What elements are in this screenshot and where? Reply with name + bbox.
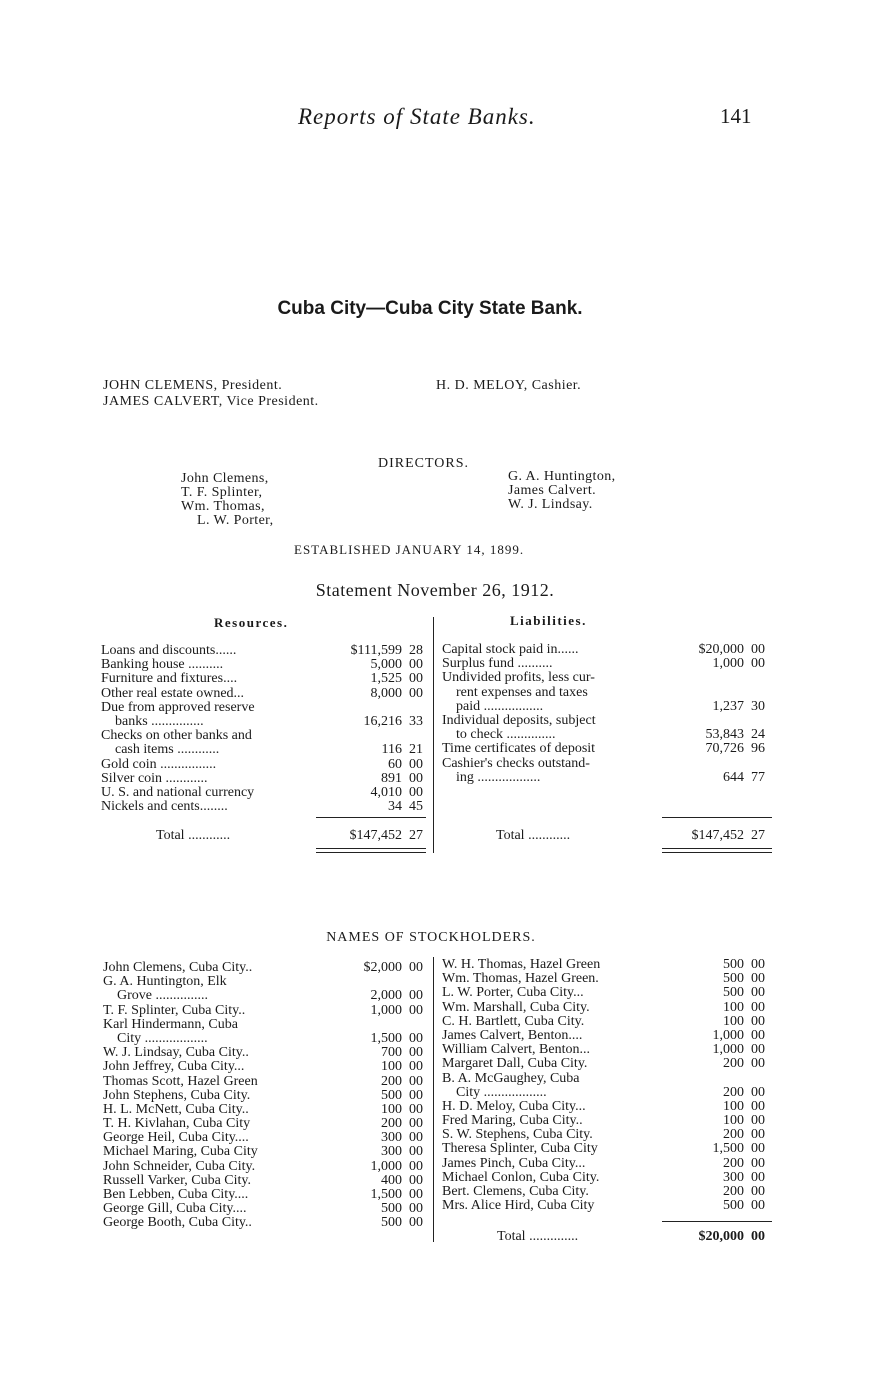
row-dollars: 4,010: [370, 784, 402, 800]
row-name: paid .................: [442, 698, 544, 714]
row-cents: 00: [751, 656, 765, 672]
table-row: [442, 714, 777, 728]
table-row: [101, 786, 431, 800]
row-dollars: 200: [723, 1056, 744, 1072]
director-name: L. W. Porter,: [197, 513, 274, 528]
row-cents: 24: [751, 727, 765, 743]
table-row: [442, 671, 777, 685]
resources-total-label: Total ............: [156, 828, 231, 843]
row-dollars: 100: [381, 1101, 402, 1117]
row-cents: 28: [409, 643, 423, 658]
row-name: Time certificates of deposit: [442, 741, 596, 757]
stockholders-total-cents: 00: [751, 1229, 765, 1244]
row-cents: 00: [409, 960, 423, 975]
liabilities-sum-rule: [662, 817, 772, 818]
table-row: [442, 686, 777, 700]
row-cents: 45: [409, 799, 423, 815]
row-name: John Schneider, Cuba City.: [103, 1158, 256, 1174]
row-name: John Stephens, Cuba City.: [103, 1087, 251, 1103]
row-dollars: 70,726: [705, 741, 744, 757]
row-name: Surplus fund ..........: [442, 656, 553, 672]
director-name: John Clemens,: [181, 471, 269, 486]
row-cents: 00: [409, 1002, 423, 1018]
row-name: Furniture and fixtures....: [101, 671, 238, 687]
row-dollars: $2,000: [363, 960, 402, 975]
table-row: [442, 1029, 777, 1043]
row-name: ing ..................: [442, 769, 541, 785]
row-name: T. F. Splinter, Cuba City..: [103, 1002, 246, 1018]
resources-heading: Resources.: [214, 615, 289, 630]
row-dollars: 1,000: [712, 1042, 744, 1058]
stockholders-left-table: [103, 961, 433, 1231]
row-name: James Pinch, Cuba City...: [442, 1155, 586, 1171]
table-row: [103, 1103, 433, 1117]
row-name: Nickels and cents........: [101, 799, 228, 815]
table-row: [442, 728, 777, 742]
table-row: [442, 1057, 777, 1071]
row-cents: 00: [409, 1073, 423, 1089]
established-date: ESTABLISHED JANUARY 14, 1899.: [294, 542, 525, 557]
resources-total-dollars: $147,452: [349, 828, 402, 843]
row-cents: 00: [409, 1045, 423, 1061]
row-dollars: 100: [723, 1013, 744, 1029]
table-row: [103, 1160, 433, 1174]
row-cents: 00: [751, 1113, 765, 1129]
row-dollars: 8,000: [370, 685, 402, 701]
row-dollars: 300: [381, 1144, 402, 1160]
row-name: John Clemens, Cuba City..: [103, 960, 253, 975]
row-dollars: 500: [723, 957, 744, 972]
row-name: Fred Maring, Cuba City..: [442, 1113, 583, 1129]
table-row: [103, 1131, 433, 1145]
row-dollars: 1,000: [712, 656, 744, 672]
row-dollars: 60: [388, 756, 402, 772]
row-name: George Gill, Cuba City....: [103, 1201, 247, 1217]
table-row: [101, 743, 431, 757]
row-dollars: 100: [723, 1113, 744, 1129]
row-dollars: 34: [388, 799, 402, 815]
officer-vice-president: JAMES CALVERT, Vice President.: [103, 394, 319, 409]
row-name: Capital stock paid in......: [442, 642, 579, 657]
table-row: [101, 672, 431, 686]
director-name: James Calvert.: [508, 483, 597, 498]
row-dollars: 200: [723, 1084, 744, 1100]
resources-sum-rule: [316, 817, 426, 818]
liabilities-total-double-rule: [662, 848, 772, 853]
table-row: [103, 1075, 433, 1089]
table-row: [101, 729, 431, 743]
resources-table: [101, 644, 431, 814]
bank-title: Cuba City—Cuba City State Bank.: [277, 298, 583, 319]
row-dollars: $111,599: [350, 643, 402, 658]
row-name: cash items ............: [101, 742, 220, 758]
row-dollars: 1,500: [370, 1187, 402, 1202]
row-cents: 00: [751, 1198, 765, 1214]
row-cents: 00: [751, 1027, 765, 1043]
row-name: C. H. Bartlett, Cuba City.: [442, 1013, 585, 1029]
row-dollars: 53,843: [705, 727, 744, 743]
liabilities-total-label: Total ............: [496, 828, 571, 843]
statement-column-divider: [433, 617, 434, 853]
row-name: Cashier's checks outstand-: [442, 755, 590, 771]
statement-title: Statement November 26, 1912.: [315, 580, 555, 600]
row-cents: 00: [409, 1172, 423, 1188]
row-dollars: 500: [723, 1198, 744, 1214]
row-dollars: 1,237: [712, 698, 744, 714]
row-name: G. A. Huntington, Elk: [103, 974, 227, 990]
row-dollars: 1,500: [370, 1030, 402, 1046]
row-name: B. A. McGaughey, Cuba: [442, 1070, 580, 1086]
table-row: [442, 1100, 777, 1114]
table-row: [442, 1157, 777, 1171]
page-number: 141: [720, 104, 752, 128]
row-name: Thomas Scott, Hazel Green: [103, 1073, 258, 1089]
table-row: [442, 742, 777, 756]
row-cents: 00: [751, 1056, 765, 1072]
row-dollars: 1,000: [370, 1158, 402, 1174]
stockholders-column-divider: [433, 957, 434, 1242]
director-name: G. A. Huntington,: [508, 469, 616, 484]
row-name: George Booth, Cuba City..: [103, 1215, 252, 1231]
table-row: [103, 975, 433, 989]
table-row: [101, 658, 431, 672]
row-name: James Calvert, Benton....: [442, 1027, 583, 1043]
row-dollars: 116: [381, 742, 402, 758]
resources-total-double-rule: [316, 848, 426, 853]
row-name: Karl Hindermann, Cuba: [103, 1016, 238, 1032]
row-dollars: 100: [723, 1098, 744, 1114]
row-name: to check ..............: [442, 727, 556, 743]
table-row: [103, 1174, 433, 1188]
row-name: William Calvert, Benton...: [442, 1042, 590, 1058]
row-cents: 30: [751, 698, 765, 714]
row-name: W. J. Lindsay, Cuba City..: [103, 1045, 249, 1061]
director-name: W. J. Lindsay.: [508, 497, 593, 512]
row-dollars: 200: [381, 1116, 402, 1132]
row-dollars: 2,000: [370, 988, 402, 1004]
row-name: Margaret Dall, Cuba City.: [442, 1056, 588, 1072]
running-header-title: Reports of State Banks.: [298, 104, 536, 129]
row-dollars: 500: [381, 1215, 402, 1231]
table-row: [103, 1046, 433, 1060]
row-cents: 00: [751, 1184, 765, 1199]
row-name: banks ...............: [101, 713, 204, 729]
row-cents: 00: [409, 1130, 423, 1146]
row-dollars: 500: [381, 1201, 402, 1217]
liabilities-total-dollars: $147,452: [691, 828, 744, 843]
row-cents: 00: [409, 1087, 423, 1103]
row-cents: 00: [409, 1215, 423, 1231]
table-row: [442, 771, 777, 785]
table-row: [442, 1086, 777, 1100]
row-name: City ..................: [103, 1030, 208, 1046]
table-row: [103, 1004, 433, 1018]
officer-cashier: H. D. MELOY, Cashier.: [436, 378, 582, 393]
director-name: Wm. Thomas,: [181, 499, 265, 514]
row-cents: 00: [409, 1158, 423, 1174]
row-cents: 00: [751, 1013, 765, 1029]
table-row: [101, 687, 431, 701]
table-row: [101, 800, 431, 814]
row-cents: 00: [409, 1101, 423, 1117]
table-row: [442, 1185, 777, 1199]
table-row: [442, 986, 777, 1000]
row-cents: 77: [751, 769, 765, 785]
row-cents: 00: [409, 685, 423, 701]
row-dollars: 200: [381, 1073, 402, 1089]
table-row: [103, 1202, 433, 1216]
row-cents: 00: [409, 671, 423, 687]
row-name: Bert. Clemens, Cuba City.: [442, 1184, 589, 1199]
table-row: [101, 758, 431, 772]
table-row: [442, 700, 777, 714]
row-name: George Heil, Cuba City....: [103, 1130, 249, 1146]
table-row: [103, 1060, 433, 1074]
row-cents: 96: [751, 741, 765, 757]
row-cents: 00: [751, 985, 765, 1001]
row-cents: 00: [751, 1127, 765, 1143]
row-name: Individual deposits, subject: [442, 712, 596, 728]
row-name: Mrs. Alice Hird, Cuba City: [442, 1198, 595, 1214]
row-dollars: 100: [723, 999, 744, 1015]
row-cents: 00: [409, 1116, 423, 1132]
table-row: [103, 1188, 433, 1202]
row-name: Russell Varker, Cuba City.: [103, 1172, 251, 1188]
liabilities-total-cents: 27: [751, 828, 765, 843]
row-dollars: 1,000: [712, 1027, 744, 1043]
table-row: [442, 1043, 777, 1057]
row-dollars: 100: [381, 1059, 402, 1075]
row-name: W. H. Thomas, Hazel Green: [442, 957, 601, 972]
row-cents: 21: [409, 742, 423, 758]
table-row: [101, 772, 431, 786]
row-name: Due from approved reserve: [101, 699, 255, 715]
table-row: [442, 757, 777, 771]
row-name: Wm. Thomas, Hazel Green.: [442, 971, 599, 987]
row-cents: 00: [409, 756, 423, 772]
row-dollars: 200: [723, 1155, 744, 1171]
row-dollars: 300: [381, 1130, 402, 1146]
row-cents: 00: [751, 957, 765, 972]
row-name: John Jeffrey, Cuba City...: [103, 1059, 245, 1075]
row-cents: 00: [409, 657, 423, 673]
table-row: [101, 701, 431, 715]
row-cents: 00: [751, 1141, 765, 1157]
director-name: T. F. Splinter,: [181, 485, 263, 500]
row-dollars: 300: [723, 1169, 744, 1185]
row-cents: 00: [409, 1201, 423, 1217]
row-dollars: 400: [381, 1172, 402, 1188]
stockholders-total-label: Total ..............: [497, 1229, 579, 1244]
table-row: [442, 1199, 777, 1213]
directors-right-list: [508, 470, 616, 512]
officer-president: JOHN CLEMENS, President.: [103, 378, 283, 393]
row-cents: 00: [751, 1098, 765, 1114]
directors-heading: DIRECTORS.: [378, 456, 470, 471]
table-row: [442, 1114, 777, 1128]
table-row: [103, 961, 433, 975]
row-name: Loans and discounts......: [101, 643, 237, 658]
liabilities-table: [442, 643, 777, 785]
row-dollars: 500: [723, 971, 744, 987]
row-cents: 00: [409, 1187, 423, 1202]
row-cents: 00: [409, 1059, 423, 1075]
row-name: L. W. Porter, Cuba City...: [442, 985, 584, 1001]
row-cents: 00: [409, 988, 423, 1004]
table-row: [103, 1089, 433, 1103]
row-dollars: $20,000: [698, 642, 744, 657]
table-row: [442, 1015, 777, 1029]
resources-total-cents: 27: [409, 828, 423, 843]
table-row: [103, 1032, 433, 1046]
row-cents: 00: [409, 770, 423, 786]
row-cents: 00: [751, 1084, 765, 1100]
row-name: Banking house ..........: [101, 657, 224, 673]
table-row: [103, 1117, 433, 1131]
liabilities-heading: Liabilities.: [510, 613, 587, 628]
row-name: Michael Maring, Cuba City: [103, 1144, 258, 1160]
row-name: Gold coin ................: [101, 756, 217, 772]
row-dollars: 1,525: [370, 671, 402, 687]
row-cents: 00: [409, 1030, 423, 1046]
table-row: [442, 958, 777, 972]
row-dollars: 700: [381, 1045, 402, 1061]
table-row: [103, 1018, 433, 1032]
stockholders-total-dollars: $20,000: [698, 1229, 744, 1244]
table-row: [101, 644, 431, 658]
row-cents: 33: [409, 713, 423, 729]
row-cents: 00: [751, 971, 765, 987]
row-name: Grove ...............: [103, 988, 208, 1004]
stockholders-heading: NAMES OF STOCKHOLDERS.: [326, 930, 536, 945]
row-dollars: 1,500: [712, 1141, 744, 1157]
row-cents: 00: [751, 1155, 765, 1171]
row-cents: 00: [751, 999, 765, 1015]
row-name: City ..................: [442, 1084, 547, 1100]
row-name: Michael Conlon, Cuba City.: [442, 1169, 600, 1185]
table-row: [442, 1072, 777, 1086]
row-name: Other real estate owned...: [101, 685, 245, 701]
table-row: [442, 1142, 777, 1156]
row-dollars: 500: [381, 1087, 402, 1103]
row-name: Ben Lebben, Cuba City....: [103, 1187, 249, 1202]
row-cents: 00: [409, 784, 423, 800]
row-dollars: 500: [723, 985, 744, 1001]
stockholders-right-table: [442, 958, 777, 1213]
row-cents: 00: [409, 1144, 423, 1160]
row-dollars: 200: [723, 1184, 744, 1199]
row-name: Undivided profits, less cur-: [442, 670, 595, 686]
table-row: [103, 1216, 433, 1230]
row-cents: 00: [751, 1169, 765, 1185]
row-name: T. H. Kivlahan, Cuba City: [103, 1116, 251, 1132]
table-row: [442, 657, 777, 671]
row-name: Silver coin ............: [101, 770, 208, 786]
table-row: [442, 1171, 777, 1185]
table-row: [442, 1001, 777, 1015]
row-name: H. L. McNett, Cuba City..: [103, 1101, 249, 1117]
row-cents: 00: [751, 1042, 765, 1058]
row-dollars: 5,000: [370, 657, 402, 673]
table-row: [103, 1145, 433, 1159]
directors-left-list: [181, 472, 274, 528]
row-name: U. S. and national currency: [101, 784, 255, 800]
row-dollars: 891: [381, 770, 402, 786]
table-row: [442, 972, 777, 986]
row-name: Wm. Marshall, Cuba City.: [442, 999, 590, 1015]
table-row: [101, 715, 431, 729]
table-row: [442, 643, 777, 657]
row-dollars: 16,216: [363, 713, 402, 729]
table-row: [442, 1128, 777, 1142]
row-cents: 00: [751, 642, 765, 657]
row-name: H. D. Meloy, Cuba City...: [442, 1098, 586, 1114]
row-dollars: 644: [723, 769, 744, 785]
row-name: S. W. Stephens, Cuba City.: [442, 1127, 593, 1143]
row-dollars: 200: [723, 1127, 744, 1143]
row-name: Checks on other banks and: [101, 728, 252, 744]
table-row: [103, 989, 433, 1003]
row-name: Theresa Splinter, Cuba City: [442, 1141, 598, 1157]
row-dollars: 1,000: [370, 1002, 402, 1018]
stockholders-sum-rule: [662, 1221, 772, 1222]
row-name: rent expenses and taxes: [442, 684, 588, 700]
